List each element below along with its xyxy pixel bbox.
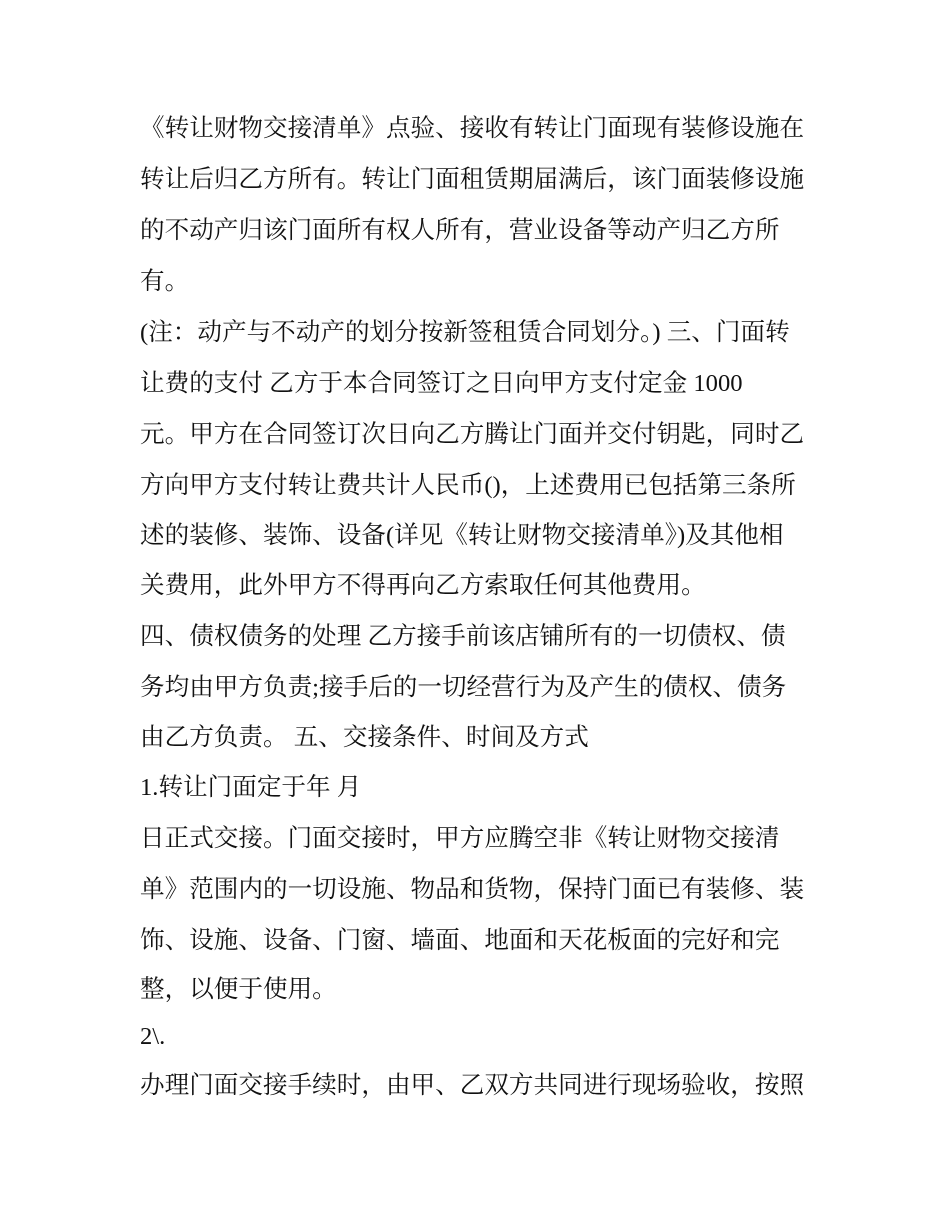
text-line: 务均由甲方负责;接手后的一切经营行为及产生的债权、债务 xyxy=(140,674,787,701)
text-line: 2\. xyxy=(140,1023,166,1050)
text-line: 方向甲方支付转让费共计人民币()，上述费用已包括第三条所 xyxy=(140,472,796,499)
text-line: 有。 xyxy=(140,268,190,295)
text-line: 让费的支付 乙方于本合同签订之日向甲方支付定金 1000 xyxy=(140,370,743,397)
text-line: 日正式交接。门面交接时，甲方应腾空非《转让财物交接清 xyxy=(140,825,780,852)
text-line: 饰、设施、设备、门窗、墙面、地面和天花板面的完好和完 xyxy=(140,927,780,954)
text-line: 元。甲方在合同签订次日向乙方腾让门面并交付钥匙，同时乙 xyxy=(140,421,805,448)
text-line: 单》范围内的一切设施、物品和货物，保持门面已有装修、装 xyxy=(140,876,805,903)
text-line: 关费用，此外甲方不得再向乙方索取任何其他费用。 xyxy=(140,572,706,599)
text-line: 由乙方负责。 五、交接条件、时间及方式 xyxy=(140,724,589,751)
text-line: 整，以便于使用。 xyxy=(140,976,337,1003)
document-page xyxy=(140,103,830,1111)
text-line: 四、债权债务的处理 乙方接手前该店铺所有的一切债权、债 xyxy=(140,623,786,650)
text-line: 述的装修、装饰、设备(详见《转让财物交接清单》)及其他相 xyxy=(140,522,784,549)
text-line: 办理门面交接手续时，由甲、乙双方共同进行现场验收，按照 xyxy=(140,1072,805,1099)
text-line: 1.转让门面定于年 月 xyxy=(140,774,362,801)
text-line: (注：动产与不动产的划分按新签租赁合同划分。) 三、门面转 xyxy=(140,319,790,346)
text-line: 《转让财物交接清单》点验、接收有转让门面现有装修设施在 xyxy=(140,115,805,142)
text-line: 的不动产归该门面所有权人所有，营业设备等动产归乙方所 xyxy=(140,217,780,244)
text-line: 转让后归乙方所有。转让门面租赁期届满后，该门面装修设施 xyxy=(140,166,805,193)
